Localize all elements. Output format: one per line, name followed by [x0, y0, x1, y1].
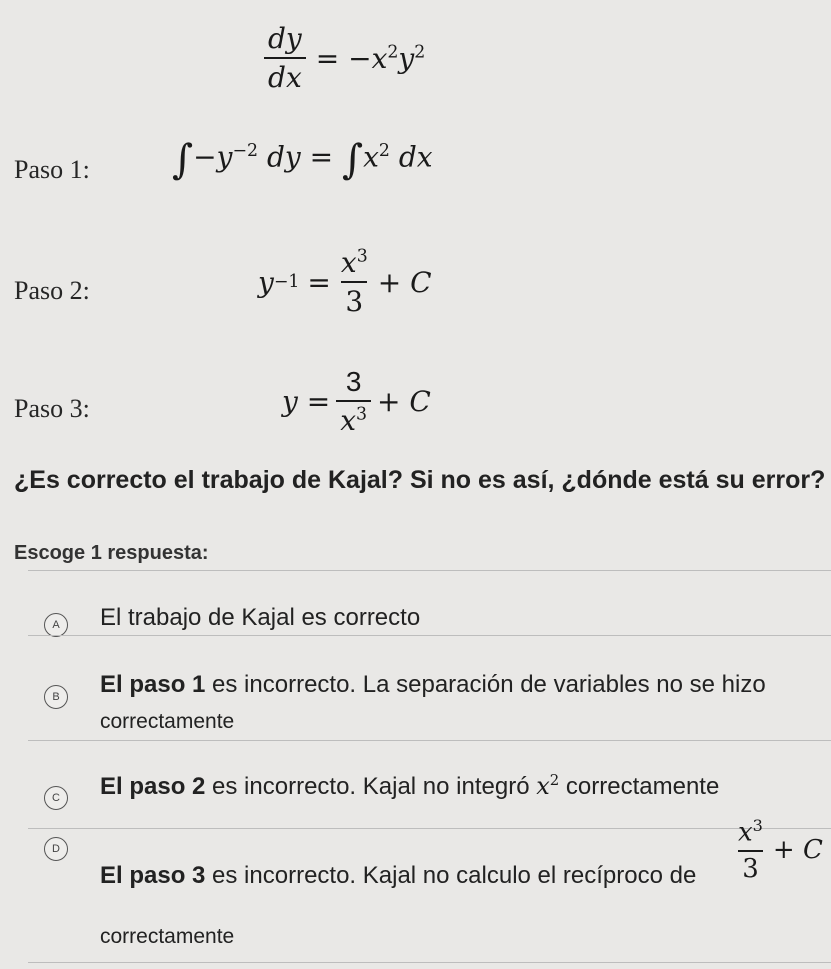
option-b-text-line2: correctamente [100, 710, 235, 733]
option-d-fraction: $\frac{x^3}{3}$ + C [738, 816, 823, 884]
fraction-denominator: dx [264, 57, 306, 94]
option-c-text: El paso 2 es incorrecto. Kajal no integró $x^2$ correctamente [100, 771, 720, 800]
step-3-label: Paso 3: [14, 394, 90, 423]
option-d-badge: D [44, 837, 68, 861]
option-d-text: El paso 3 es incorrecto. Kajal no calculo el recíproco de [100, 862, 697, 889]
option-c-badge: C [44, 786, 68, 810]
option-b-text: El paso 1 es incorrecto. La separación de variables no se hizo [100, 671, 766, 698]
step-2-equation: y −1 = $\frac{x^3}{3}$ + C [258, 246, 432, 318]
option-a-badge: A [44, 613, 68, 637]
dy-dx-fraction [264, 22, 306, 94]
step-3-equation: y = $\frac{3}{x^3}$ + C [282, 366, 431, 437]
choose-label: Escoge 1 respuesta: [14, 542, 209, 564]
option-b-badge: B [44, 685, 68, 709]
step-1-label: Paso 1: [14, 155, 90, 184]
equation-rhs: = $-x^2y^2$ [315, 41, 426, 75]
x-squared: $x^2$ [536, 771, 560, 800]
step-2-label: Paso 2: [14, 276, 90, 305]
separator [28, 570, 831, 571]
3-over-x3-fraction: $\frac{3}{x^3}$ [336, 366, 371, 437]
question-text: ¿Es correcto el trabajo de Kajal? Si no es así, ¿dónde está su error? [14, 466, 826, 494]
option-a-text: El trabajo de Kajal es correcto [100, 604, 421, 631]
x3-over-3-fraction: $\frac{x^3}{3}$ [340, 246, 368, 318]
separator [28, 828, 831, 829]
step-1-equation: $\int-y^{-2}$ dy = $\int x^2$ dx [172, 135, 433, 183]
separator [28, 962, 831, 963]
fraction-numerator: dy [268, 22, 302, 55]
header-equation [258, 22, 425, 94]
option-d-text-line2: correctamente [100, 925, 235, 948]
separator [28, 635, 831, 636]
separator [28, 740, 831, 741]
